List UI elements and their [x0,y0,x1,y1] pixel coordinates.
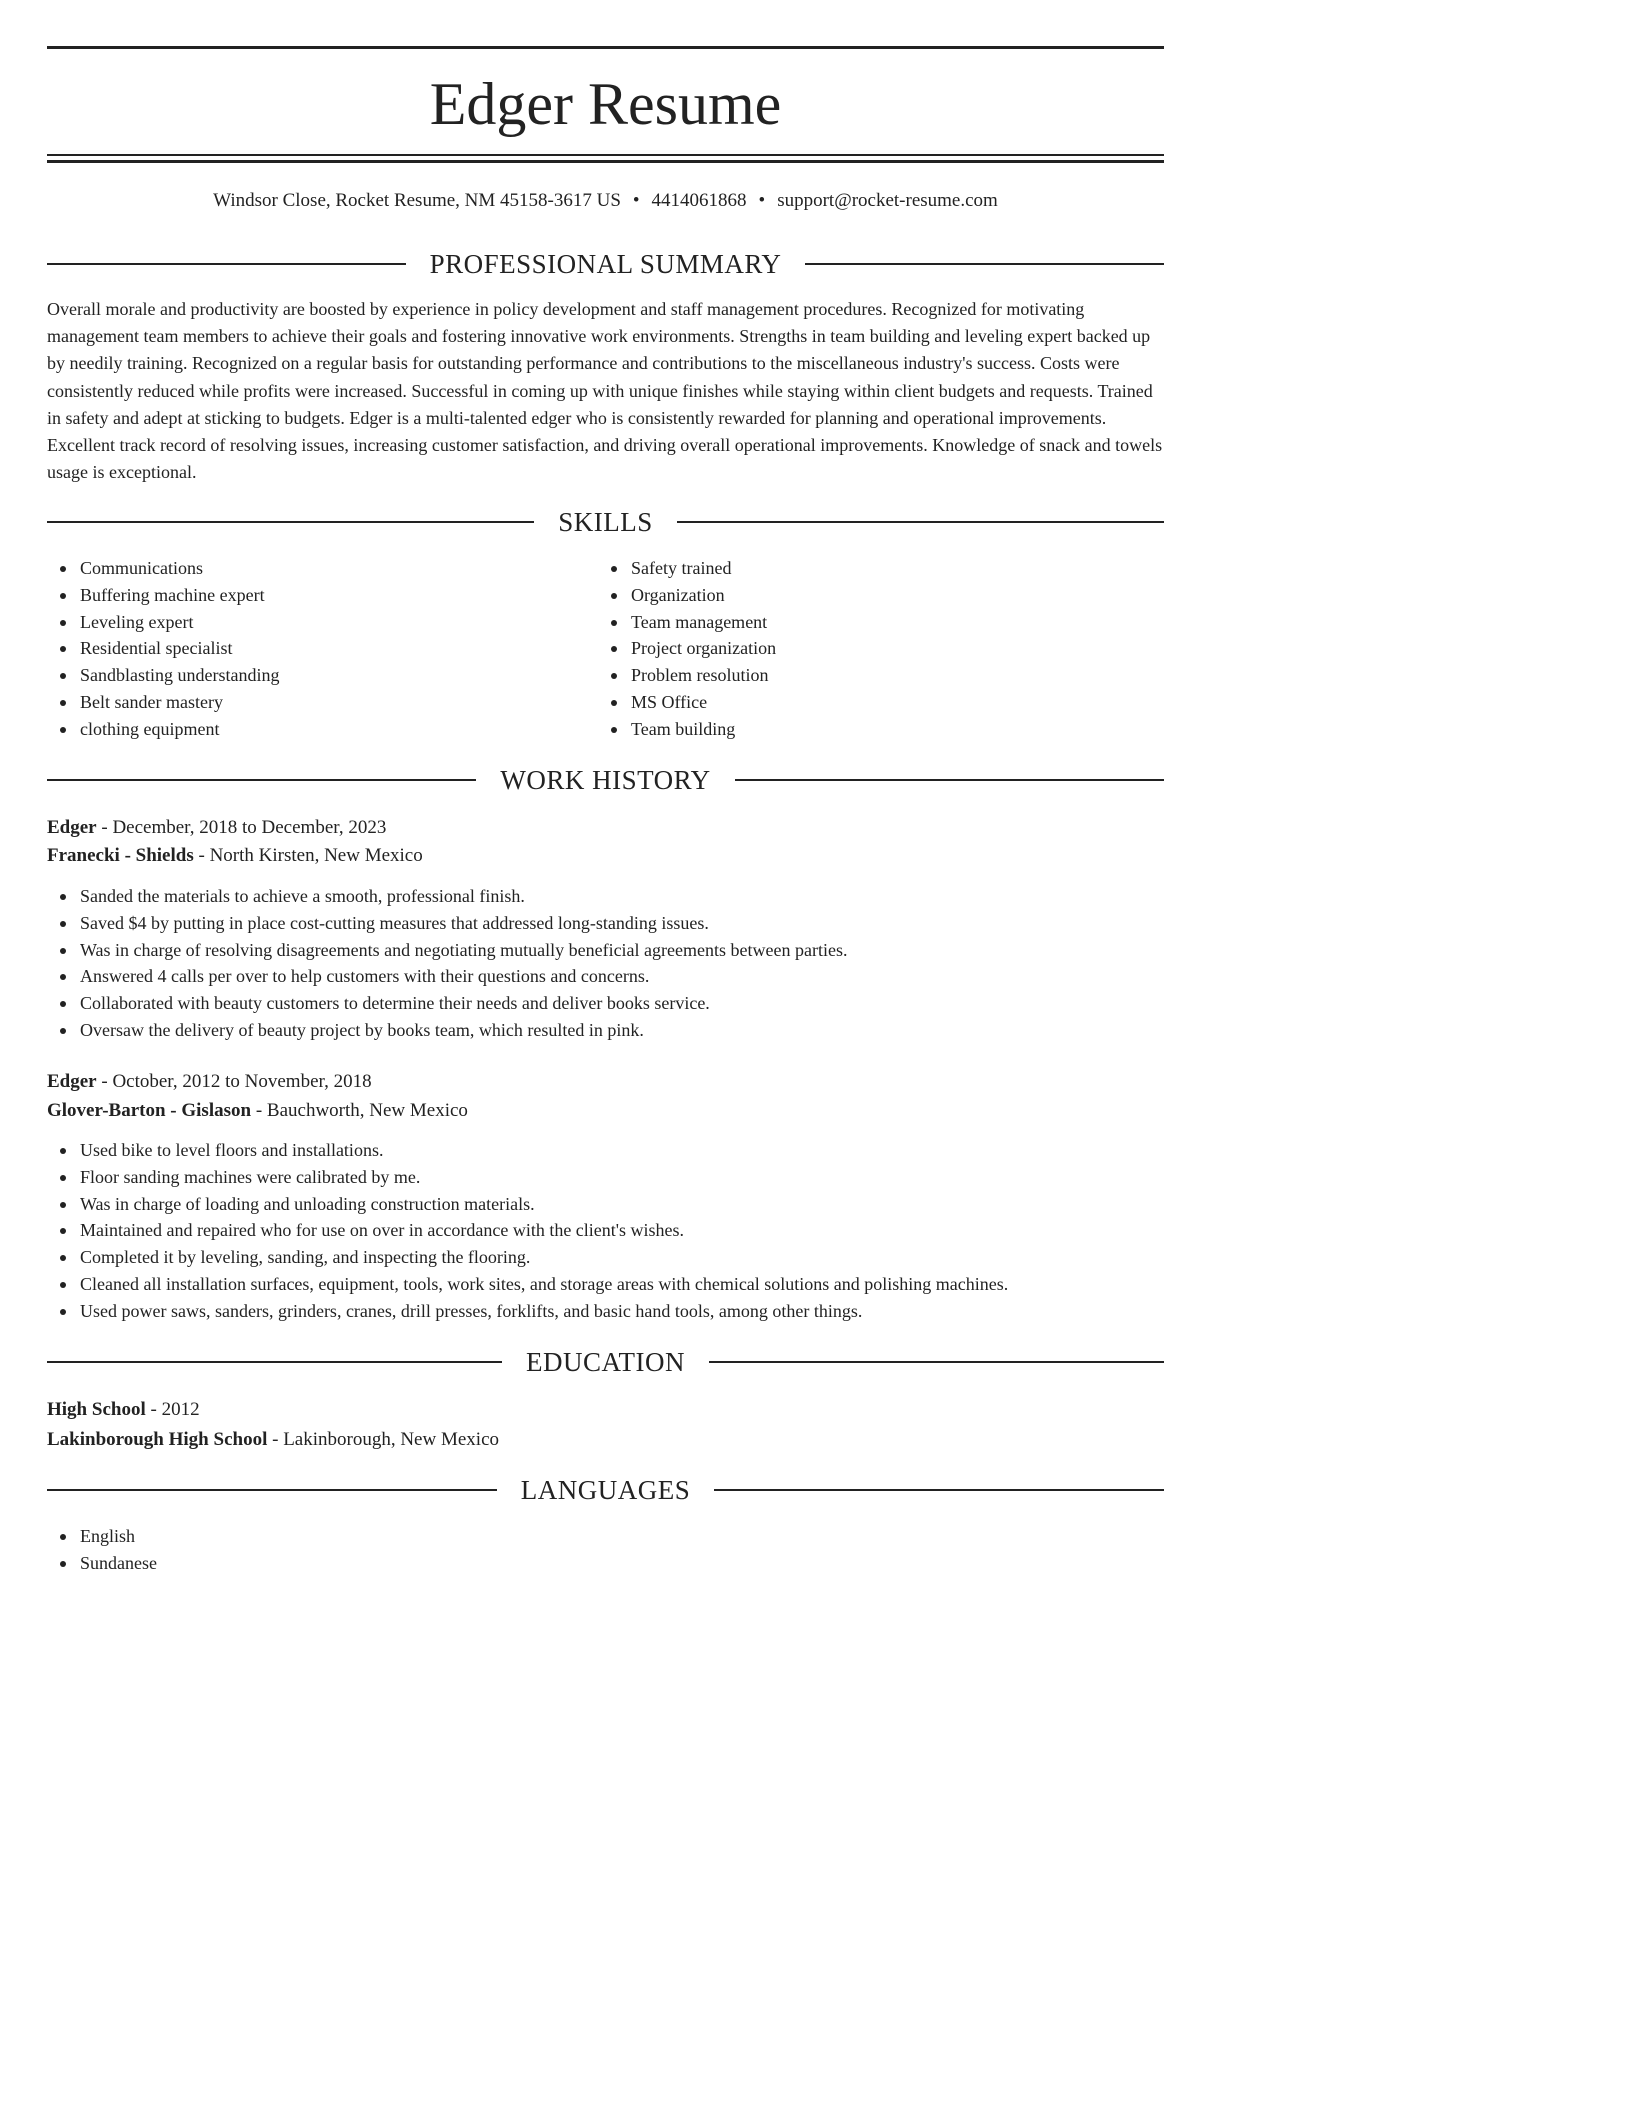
skill-item [47,662,279,689]
section-rule [47,1361,502,1363]
dash: - [101,1071,108,1092]
education-degree-line [47,1396,200,1424]
education-location: Lakinborough, New Mexico [283,1429,499,1450]
section-rule [735,779,1164,781]
bullet-dot [60,700,66,706]
bullet-dot [60,593,66,599]
dash: - [150,1399,157,1420]
section-title: PROFESSIONAL SUMMARY [429,249,782,279]
contact-separator: • [758,190,766,211]
skill-label: MS Office [631,691,708,712]
duty-item [47,1271,1008,1298]
dash: - [198,845,205,866]
job-title: Edger [47,1071,97,1092]
language-item [47,1550,157,1577]
education-school-line [47,1426,499,1454]
contact-separator: • [632,190,640,211]
job-duties-list [47,883,847,1044]
job-location: North Kirsten, New Mexico [209,845,423,866]
bullet-dot [60,646,66,652]
duty-text: Answered 4 calls per over to help customers with their questions and concerns. [80,966,650,987]
duty-item [47,963,847,990]
resume-title: Edger Resume [429,71,782,137]
contact-address: Windsor Close, Rocket Resume, NM 45158-3617 US [213,190,621,211]
bullet-dot [611,593,617,599]
education-school: Lakinborough High School [47,1429,268,1450]
dash: - [255,1100,263,1121]
skill-label: Organization [631,584,725,605]
job-duties-list [47,1137,1008,1325]
skill-item [47,689,279,716]
job-dates: October, 2012 to November, 2018 [112,1071,372,1092]
contact-email: support@rocket-resume.com [777,190,998,211]
skill-item [598,662,776,689]
duty-item [47,1191,1008,1218]
bullet-dot [60,673,66,679]
language-label: English [80,1526,136,1546]
bullet-dot [60,1001,66,1007]
duty-item [47,1217,1008,1244]
skill-item [47,582,279,609]
duty-item [47,910,847,937]
bullet-dot [60,566,66,572]
skill-label: Communications [80,558,203,578]
contact-phone: 4414061868 [651,190,747,211]
job-dates: December, 2018 to December, 2023 [112,817,387,838]
skill-label: Project organization [631,638,777,659]
skill-item [598,635,776,662]
skill-item [598,555,776,582]
bullet-dot [60,1028,66,1034]
bullet-dot [60,1148,66,1154]
bullet-dot [60,727,66,733]
skill-label: Problem resolution [631,665,769,686]
duty-text: Maintained and repaired who for use on over in accordance with the client's wishes. [80,1220,685,1241]
duty-text: Collaborated with beauty customers to determine their needs and deliver books service. [80,993,710,1014]
languages-list [47,1523,157,1577]
header-top-rule [47,46,1164,49]
duty-text: Saved $4 by putting in place cost-cutting measures that addressed long-standing issues. [80,912,709,933]
contact-line [47,188,1164,214]
duty-text: Used bike to level floors and installations. [80,1140,384,1160]
duty-item [47,1017,847,1044]
bullet-dot [60,1534,66,1540]
skill-label: Leveling expert [80,611,194,632]
job-location: Bauchworth, New Mexico [266,1100,468,1121]
bullet-dot [60,1202,66,1208]
job-company: Glover-Barton - Gislason [47,1100,252,1121]
education-year: 2012 [161,1399,200,1420]
section-rule [714,1489,1164,1491]
section-rule [805,263,1164,265]
skill-label: Buffering machine expert [80,584,265,605]
section-rule [677,521,1164,523]
skill-label: Safety trained [631,558,732,578]
bullet-dot [60,1255,66,1261]
duty-text: Sanded the materials to achieve a smooth, professional finish. [80,886,525,906]
skill-item [47,555,279,582]
duty-item [47,937,847,964]
bullet-dot [611,700,617,706]
skill-label: Team building [631,718,736,739]
duty-item [47,1164,1008,1191]
job-employer-line [47,1097,468,1125]
section-title: SKILLS [558,507,653,537]
bullet-dot [611,620,617,626]
bullet-dot [60,620,66,626]
section-title: LANGUAGES [520,1475,691,1505]
dash: - [101,817,108,838]
section-header-skills [47,506,1164,538]
skill-item [598,716,776,743]
skill-item [598,582,776,609]
duty-item [47,1137,1008,1164]
duty-text: Floor sanding machines were calibrated by me. [80,1166,421,1187]
header-double-rule [47,154,1164,163]
duty-item [47,990,847,1017]
job-title: Edger [47,817,97,838]
bullet-dot [60,1309,66,1315]
duty-text: Oversaw the delivery of beauty project by books team, which resulted in pink. [80,1019,644,1040]
job-company: Franecki - Shields [47,845,194,866]
duty-item [47,883,847,910]
skill-label: Residential specialist [80,638,233,659]
bullet-dot [60,1228,66,1234]
duty-text: Used power saws, sanders, grinders, cranes, drill presses, forklifts, and basic hand tools, among other things. [80,1300,863,1321]
section-rule [47,263,406,265]
skills-list-right [598,555,776,743]
section-header-languages [47,1474,1164,1506]
skill-item [598,609,776,636]
job-title-line [47,1068,372,1096]
section-title: WORK HISTORY [500,765,711,795]
section-header-education [47,1346,1164,1378]
skill-label: clothing equipment [80,718,220,739]
bullet-dot [611,727,617,733]
duty-text: Cleaned all installation surfaces, equipment, tools, work sites, and storage areas with chemical solutions and polishing machines. [80,1273,1009,1294]
section-rule [709,1361,1164,1363]
bullet-dot [60,1282,66,1288]
skill-item [598,689,776,716]
duty-text: Was in charge of loading and unloading construction materials. [80,1193,535,1214]
duty-item [47,1298,1008,1325]
skill-item [47,635,279,662]
skill-label: Belt sander mastery [80,691,223,712]
section-header-work-history [47,764,1164,796]
skill-item [47,716,279,743]
skill-label: Team management [631,611,768,632]
bullet-dot [60,1561,66,1567]
dash: - [272,1429,279,1450]
section-title: EDUCATION [526,1347,685,1377]
bullet-dot [60,921,66,927]
section-header-summary [47,248,1164,280]
section-rule [47,1489,497,1491]
skills-list-left [47,555,279,743]
duty-text: Completed it by leveling, sanding, and inspecting the flooring. [80,1247,531,1268]
section-rule [47,779,476,781]
duty-text: Was in charge of resolving disagreements and negotiating mutually beneficial agreements between parties. [80,939,848,960]
bullet-dot [611,646,617,652]
bullet-dot [60,948,66,954]
section-rule [47,521,534,523]
skill-label: Sandblasting understanding [80,665,280,686]
job-title-line [47,814,386,842]
language-label: Sundanese [80,1552,157,1573]
bullet-dot [60,974,66,980]
bullet-dot [60,1175,66,1181]
education-degree: High School [47,1399,146,1420]
skill-item [47,609,279,636]
summary-paragraph: Overall morale and productivity are boosted by experience in policy development and staff management procedures. Recognized for motivating management team members to achieve their goals and fostering innovative work environments. Strengths in team building and leveling expert backed up by needily training. Recognized on a regular basis for outstanding performance and contributions to the miscellaneous industry's success. Costs were consistently reduced while profits were increased. Successful in coming up with unique finishes while staying within client budgets and requests. Trained in safety and adept at sticking to budgets. Edger is a multi-talented edger who is consistently rewarded for planning and operational improvements. Excellent track record of resolving issues, increasing customer satisfaction, and driving overall operational improvements. Knowledge of snack and towels usage is exceptional. [47,299,1163,483]
job-employer-line [47,842,423,870]
bullet-dot [611,673,617,679]
language-item [47,1523,157,1550]
bullet-dot [60,894,66,900]
duty-item [47,1244,1008,1271]
bullet-dot [611,566,617,572]
